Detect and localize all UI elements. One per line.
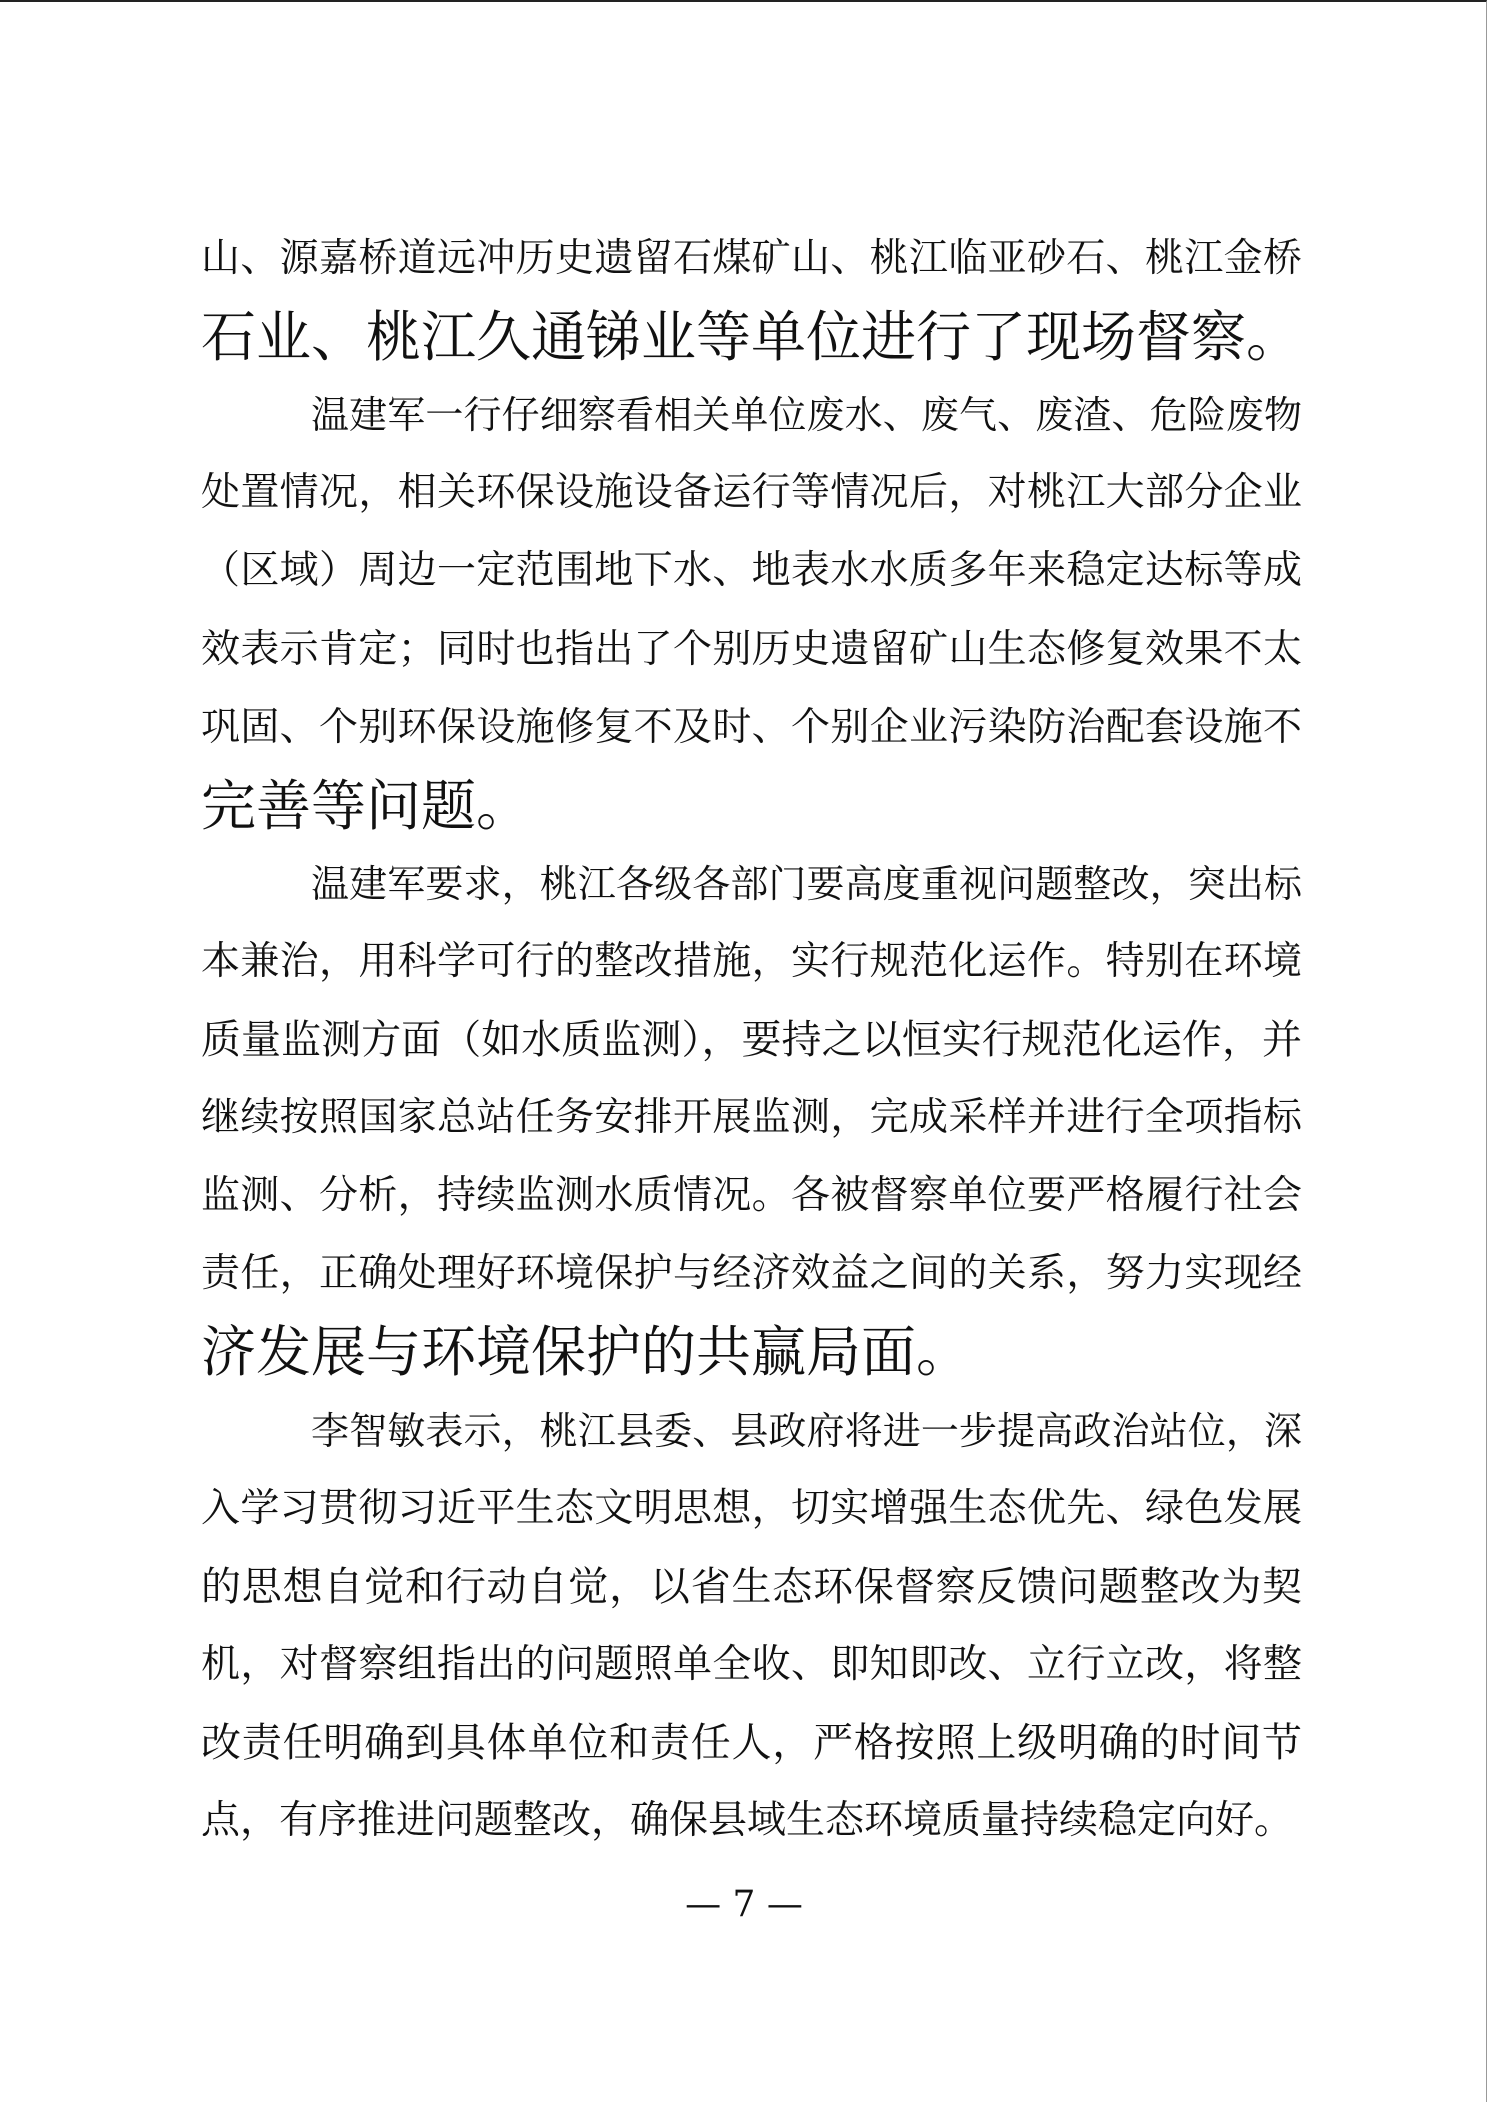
paragraph-line: 温建军要求，桃江各级各部门要高度重视问题整改，突出标 — [311, 861, 1302, 906]
paragraph-line: 的思想自觉和行动自觉，以省生态环保督察反馈问题整改为契 — [201, 1563, 1302, 1610]
paragraph-line: 监测、分析，持续监测水质情况。各被督察单位要严格履行社会 — [201, 1173, 1302, 1219]
paragraph-line: 质量监测方面（如水质监测），要持之以恒实行规范化运作，并 — [201, 1017, 1302, 1063]
paragraph-line: 机，对督察组指出的问题照单全收、即知即改、立行立改，将整 — [201, 1641, 1302, 1687]
page-number: — 7 — — [685, 1884, 803, 1925]
paragraph-line: 济发展与环境保护的共赢局面。 — [201, 1320, 972, 1385]
paragraph-line: 责任，正确处理好环境保护与经济效益之间的关系，努力实现经 — [201, 1251, 1302, 1297]
paragraph-line: 效表示肯定；同时也指出了个别历史遗留矿山生态修复效果不太 — [201, 626, 1302, 672]
paragraph-line: （区域）周边一定范围地下水、地表水水质多年来稳定达标等成 — [201, 548, 1302, 594]
paragraph-line: 点，有序推进问题整改，确保县域生态环境质量持续稳定向好。 — [201, 1798, 1294, 1843]
paragraph-line: 石业、桃江久通锑业等单位进行了现场督察。 — [201, 305, 1302, 370]
paragraph-line: 完善等问题。 — [201, 773, 532, 838]
paragraph-line: 本兼治，用科学可行的整改措施，实行规范化运作。特别在环境 — [201, 938, 1302, 984]
paragraph-line: 温建军一行仔细察看相关单位废水、废气、废渣、危险废物 — [311, 393, 1302, 438]
paragraph-line: 李智敏表示，桃江县委、县政府将进一步提高政治站位，深 — [311, 1408, 1302, 1453]
paragraph-line: 改责任明确到具体单位和责任人，严格按照上级明确的时间节 — [201, 1719, 1302, 1766]
paragraph-line: 山、源嘉桥道远冲历史遗留石煤矿山、桃江临亚砂石、桃江金桥 — [201, 236, 1302, 281]
paragraph-line: 入学习贯彻习近平生态文明思想，切实增强生态优先、绿色发展 — [201, 1485, 1302, 1531]
paragraph-line: 继续按照国家总站任务安排开展监测，完成采样并进行全项指标 — [201, 1095, 1302, 1141]
paragraph-line: 巩固、个别环保设施修复不及时、个别企业污染防治配套设施不 — [201, 704, 1302, 750]
paragraph-line: 处置情况，相关环保设施设备运行等情况后，对桃江大部分企业 — [201, 470, 1302, 516]
